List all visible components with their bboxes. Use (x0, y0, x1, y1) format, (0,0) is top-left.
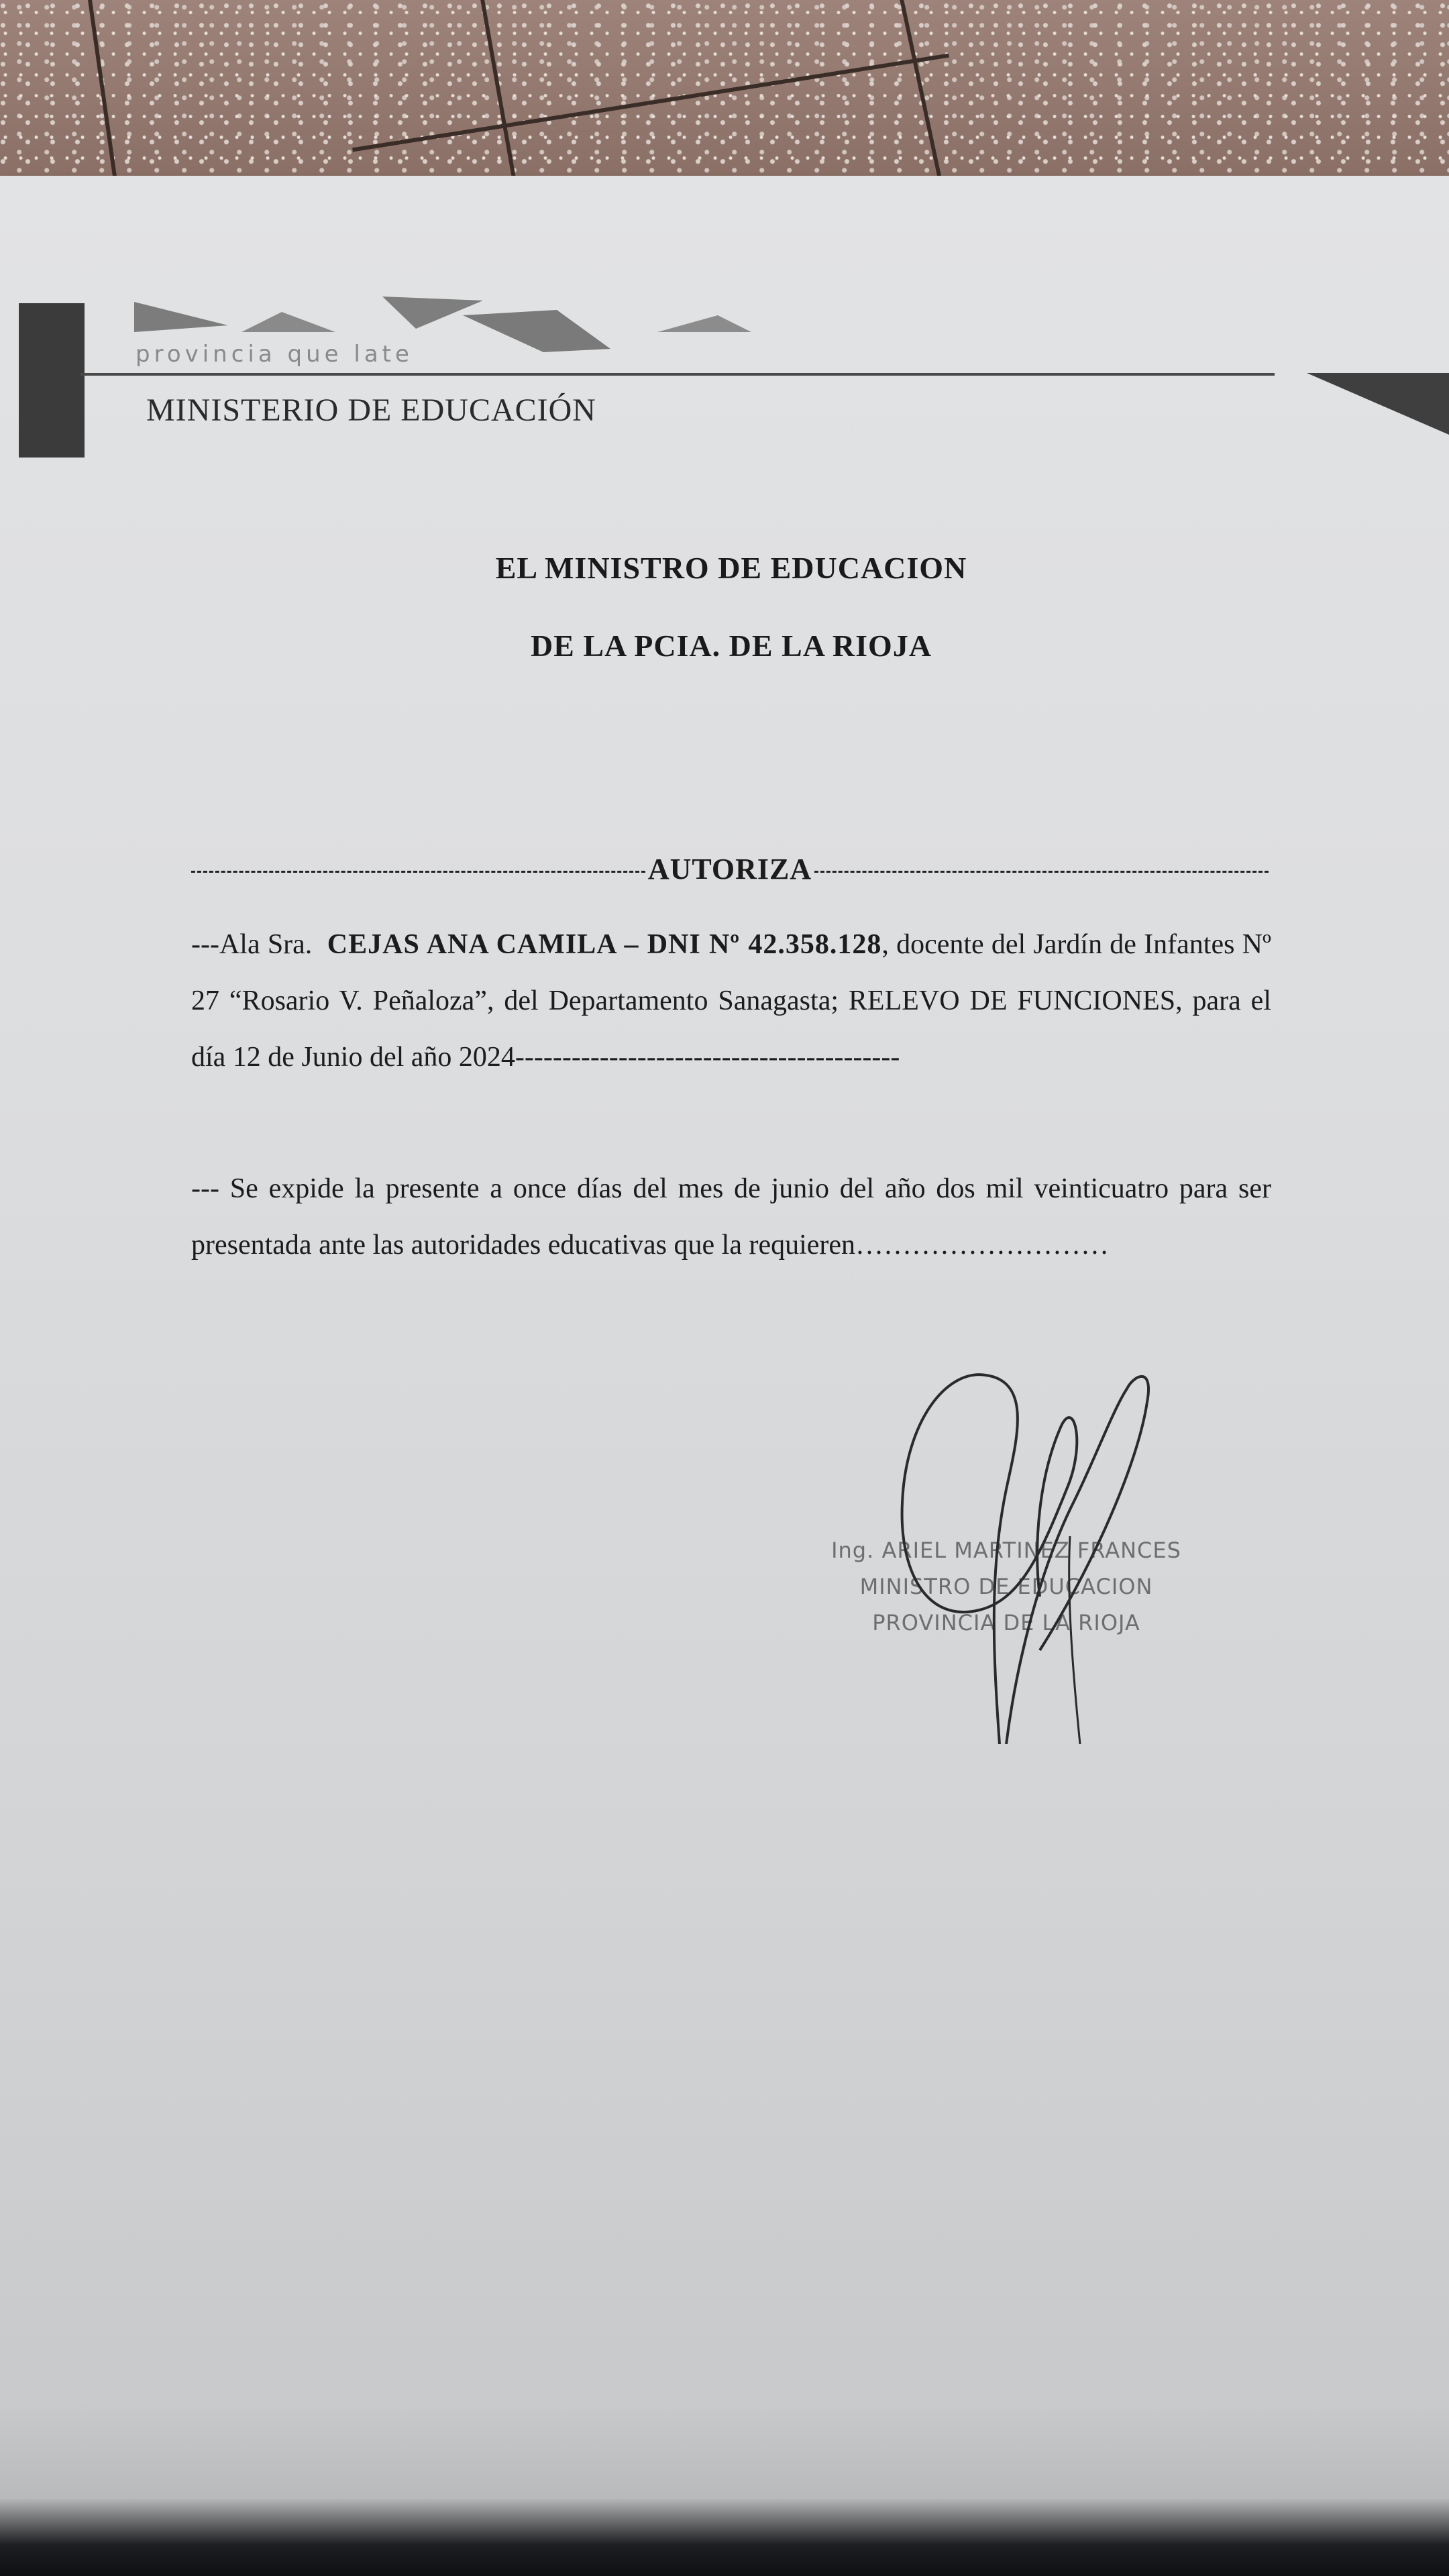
stamp-line-1: Ing. ARIEL MARTINEZ FRANCES (831, 1538, 1181, 1563)
paragraph-body: , docente del Jardín de Infantes Nº 27 “Rosario V. Peñaloza”, del Departamento Sanagasta; RELEVO DE FUNCIONES, para el día 12 de Junio del año 2024 (191, 929, 1272, 1073)
section-word: AUTORIZA (647, 853, 812, 885)
header-corner-wedge (1307, 370, 1449, 435)
tile-seam (88, 0, 117, 181)
paragraph-issuance (191, 1161, 1271, 1273)
handwritten-signature (872, 1368, 1194, 1744)
dash-right (814, 871, 1269, 873)
tile-seam (352, 54, 949, 152)
teacher-name: CEJAS ANA CAMILA – DNI Nº 42.358.128 (327, 929, 882, 960)
issuance-text: --- Se expide la presente a once días del mes de junio del año dos mil veinticuatro para ser presentada ante las autoridades educativas que la requieren (191, 1173, 1271, 1260)
floor-background-top (0, 0, 1449, 181)
issuance-trail: ……………………… (855, 1230, 1110, 1260)
dash-left (191, 871, 645, 873)
paragraph-trail: ----------------------------------------- (515, 1042, 900, 1073)
stamp-line-2: MINISTRO DE EDUCACION (859, 1574, 1153, 1599)
title-line-1: EL MINISTRO DE EDUCACION (495, 551, 967, 585)
tile-seam (480, 0, 517, 181)
document-sheet (0, 176, 1449, 2422)
title-line-2: DE LA PCIA. DE LA RIOJA (530, 629, 932, 663)
logo-tagline: provincia que late (136, 341, 413, 368)
tile-seam (900, 0, 942, 181)
header-rule (80, 373, 1275, 376)
stamp-line-3: PROVINCIA DE LA RIOJA (872, 1610, 1140, 1635)
logo-side-bar (19, 303, 85, 458)
paragraph-prefix: ---Ala Sra. (191, 929, 313, 960)
floor-background-bottom (0, 2402, 1449, 2576)
paragraph-authorization (191, 916, 1271, 1085)
ministry-name: MINISTERIO DE EDUCACIÓN (146, 392, 596, 428)
section-divider (191, 852, 1269, 886)
